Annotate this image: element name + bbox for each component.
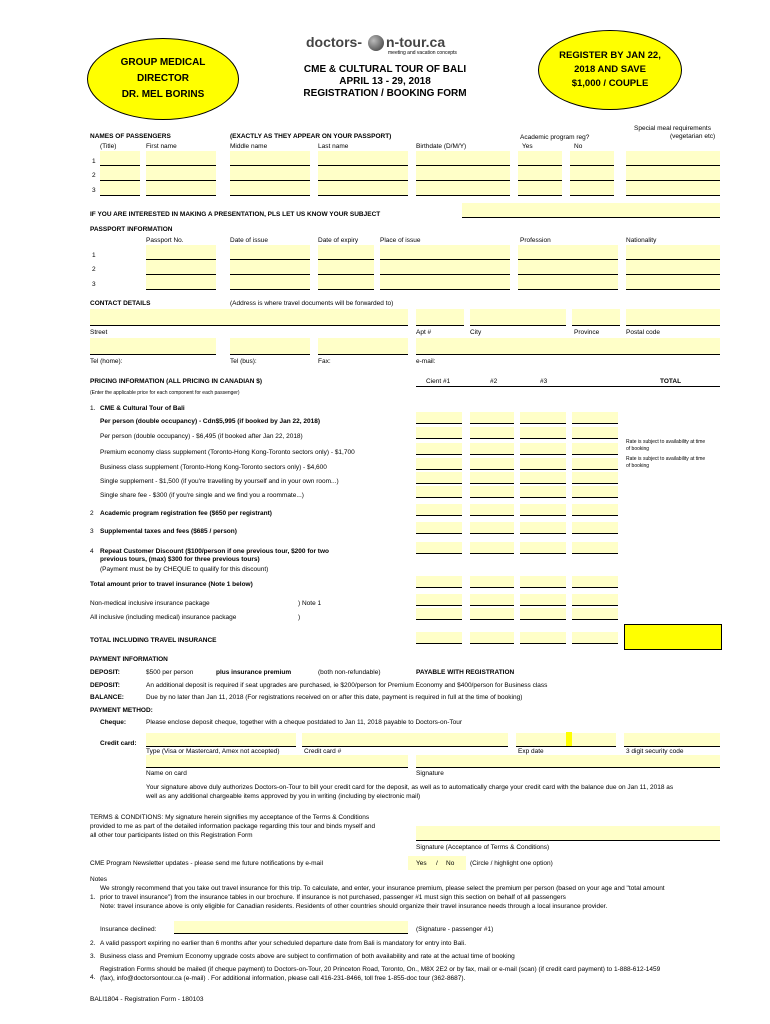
col-last-name: Last name: [318, 143, 349, 150]
pricing-header-rule: [416, 386, 720, 387]
academic-yes-field[interactable]: [518, 151, 562, 166]
price-amount-field[interactable]: [572, 443, 618, 455]
card-number-field[interactable]: [302, 733, 508, 747]
grand-total-box[interactable]: [624, 624, 722, 650]
price-amount-field[interactable]: [416, 486, 462, 498]
price-amount-field[interactable]: [416, 576, 462, 588]
profession-field[interactable]: [518, 260, 618, 275]
deposit-non-refundable: (both non-refundable): [318, 669, 381, 676]
terms-text-3: all other tour participants listed on this Registration Form: [90, 832, 253, 839]
passport-number-field[interactable]: [146, 245, 216, 260]
passport-row-number: 3: [92, 281, 96, 288]
price-amount-field[interactable]: [520, 608, 566, 620]
passenger-last-name-field[interactable]: [318, 166, 408, 181]
total-including-insurance: TOTAL INCLUDING TRAVEL INSURANCE: [90, 637, 217, 644]
newsletter-circle-note: (Circle / highlight one option): [470, 860, 553, 867]
item-1-number: 1.: [90, 405, 96, 412]
exp-date-label: Exp date: [518, 748, 544, 755]
price-amount-field[interactable]: [416, 608, 462, 620]
price-amount-field[interactable]: [572, 522, 618, 534]
pricing-subtitle: (Enter the applicable price for each component for each passenger): [90, 390, 240, 396]
price-amount-field[interactable]: [416, 542, 462, 554]
newsletter-yes[interactable]: Yes: [416, 860, 427, 867]
price-amount-field[interactable]: [520, 412, 566, 424]
special-meal-field[interactable]: [626, 181, 720, 196]
postal-code-label: Postal code: [626, 329, 660, 336]
newsletter-no[interactable]: No: [446, 860, 455, 867]
passenger-first-name-field[interactable]: [146, 181, 216, 196]
item-3-number: 3: [90, 528, 94, 535]
col-yes: Yes: [522, 143, 533, 150]
item-2-title: Academic program registration fee ($650 per registrant): [100, 510, 272, 517]
all-inclusive-insurance: All inclusive (including medical) insurance package: [90, 614, 237, 621]
col-date-of-issue: Date of issue: [230, 237, 268, 244]
price-amount-field[interactable]: [470, 608, 514, 620]
col-first-name: First name: [146, 143, 177, 150]
price-amount-field[interactable]: [470, 458, 514, 470]
passenger-last-name-field[interactable]: [318, 151, 408, 166]
passport-number-field[interactable]: [146, 260, 216, 275]
passport-place-field[interactable]: [380, 260, 510, 275]
price-amount-field[interactable]: [470, 486, 514, 498]
client-3-header: #3: [540, 378, 548, 385]
price-amount-field[interactable]: [572, 458, 618, 470]
special-meal-field[interactable]: [626, 151, 720, 166]
total-prior-insurance: Total amount prior to travel insurance (Note 1 below): [90, 581, 253, 588]
passenger-row-number: 3: [92, 187, 96, 194]
price-amount-field[interactable]: [572, 594, 618, 606]
apt-label: Apt #: [416, 329, 432, 336]
street-label: Street: [90, 329, 108, 336]
price-amount-field[interactable]: [470, 522, 514, 534]
item-1-title: CME & Cultural Tour of Bali: [100, 405, 185, 412]
title-line-2: APRIL 13 - 29, 2018: [339, 76, 431, 87]
client-1-header: Cient #1: [426, 378, 451, 385]
newsletter-text: CME Program Newsletter updates - please send me future notifications by e-mail: [90, 860, 324, 867]
passenger-row-number: 2: [92, 172, 96, 179]
col-middle-name: Middle name: [230, 143, 268, 150]
price-amount-field[interactable]: [520, 472, 566, 484]
passport-issue-field[interactable]: [230, 245, 310, 260]
deposit-label: DEPOSIT:: [90, 669, 120, 676]
non-medical-insurance: Non-medical inclusive insurance package: [90, 600, 210, 607]
terms-signature-label: Signature (Acceptance of Terms & Conditions): [416, 844, 550, 851]
price-amount-field[interactable]: [520, 504, 566, 516]
price-amount-field[interactable]: [572, 504, 618, 516]
special-meal-label: Special meal requirements: [634, 125, 711, 132]
logo-right-text: n-tour.ca: [386, 34, 446, 50]
price-amount-field[interactable]: [520, 594, 566, 606]
globe-icon: [368, 35, 384, 51]
passport-issue-field[interactable]: [230, 260, 310, 275]
passport-number-field[interactable]: [146, 275, 216, 290]
price-amount-field[interactable]: [572, 542, 618, 554]
director-line-3: DR. MEL BORINS: [121, 89, 205, 100]
note-1-number: 1.: [90, 894, 96, 901]
terms-signature-field[interactable]: [416, 826, 720, 841]
profession-field[interactable]: [518, 245, 618, 260]
single-supplement: Single supplement - $1,500 (if you're travelling by yourself and in your own room...): [100, 478, 339, 485]
security-code-label: 3 digit security code: [626, 748, 684, 755]
balance-label: BALANCE:: [90, 694, 124, 701]
item-2-number: 2: [90, 510, 94, 517]
passport-row-number: 2: [92, 266, 96, 273]
fax-field[interactable]: [318, 338, 408, 355]
note-2-number: 2.: [90, 940, 96, 947]
email-field[interactable]: [416, 338, 720, 355]
passport-place-field[interactable]: [380, 245, 510, 260]
promo-line-2: 2018 AND SAVE: [574, 64, 646, 75]
price-amount-field[interactable]: [520, 443, 566, 455]
price-amount-field[interactable]: [520, 458, 566, 470]
price-amount-field[interactable]: [416, 504, 462, 516]
special-meal-sublabel: (vegetarian etc): [670, 133, 716, 140]
note-1-text-cont: prior to travel insurance") from the insurance tables in our brochure. If insurance is not purchased, passenger #1 must sign this section on behalf of all passengers: [100, 894, 566, 901]
deposit-amount: $500 per person: [146, 669, 194, 676]
cheque-text: Please enclose deposit cheque, together with a cheque postdated to Jan 11, 2018 payable to Doctors-on-Tour: [146, 719, 463, 726]
newsletter-slash: /: [436, 860, 438, 867]
price-amount-field[interactable]: [520, 542, 566, 554]
tel-bus-label: Tel (bus):: [230, 358, 257, 365]
price-amount-field[interactable]: [572, 632, 618, 644]
balance-text: Due by no later than Jan 11, 2018 (For registrations received on or after this date, payment is required in full at the time of booking): [146, 694, 523, 701]
insurance-declined-label: Insurance declined:: [100, 926, 157, 933]
passenger-title-field[interactable]: [100, 166, 140, 181]
signature-label: Signature: [416, 770, 444, 777]
authorization-text-cont: well as any additional chargeable items approved by you in writing (including by electronic mail): [146, 793, 421, 800]
card-signature-field[interactable]: [416, 755, 720, 768]
total-header: TOTAL: [660, 378, 682, 385]
rate-note-2: Rate is subject to availability at time: [626, 456, 706, 462]
price-amount-field[interactable]: [572, 427, 618, 439]
insurance-bracket: ): [298, 614, 301, 621]
price-amount-field[interactable]: [470, 576, 514, 588]
street-field[interactable]: [90, 309, 408, 326]
promo-line-1: REGISTER BY JAN 22,: [559, 50, 661, 61]
item-4-title-cont: previous tours, (max) $300 for three previous tours): [100, 556, 260, 563]
note-1-text: We strongly recommend that you take out travel insurance for this trip. To calculate, and enter, your insurance premium, please select the premium per person (based on your age and "total amount: [100, 885, 665, 892]
note-3-text: Business class and Premium Economy upgrade costs above are subject to confirmation of both availability and rate at the actual time of booking: [100, 953, 515, 960]
city-field[interactable]: [470, 309, 566, 326]
director-line-2: DIRECTOR: [136, 73, 190, 84]
passport-row-number: 1: [92, 252, 96, 259]
cheque-label: Cheque:: [100, 719, 126, 726]
form-title: [260, 64, 510, 100]
price-amount-field[interactable]: [572, 486, 618, 498]
apt-field[interactable]: [416, 309, 464, 326]
address-note: (Address is where travel documents will be forwarded to): [230, 300, 394, 307]
province-field[interactable]: [572, 309, 620, 326]
academic-no-field[interactable]: [570, 166, 614, 181]
price-amount-field[interactable]: [470, 472, 514, 484]
price-amount-field[interactable]: [416, 472, 462, 484]
passport-expiry-field[interactable]: [318, 275, 374, 290]
rate-note-2b: of booking: [626, 463, 650, 469]
tel-home-field[interactable]: [90, 338, 216, 355]
price-amount-field[interactable]: [416, 412, 462, 424]
card-type-field[interactable]: [146, 733, 296, 747]
col-place-of-issue: Place of issue: [380, 237, 421, 244]
price-amount-field[interactable]: [572, 608, 618, 620]
form-footer-code: BALI1804 - Registration Form - 180103: [90, 996, 204, 1003]
deposit-2-label: DEPOSIT:: [90, 682, 120, 689]
client-2-header: #2: [490, 378, 498, 385]
deposit-upgrade-text: An additional deposit is required if seat upgrades are purchased, ie $200/person for Premium Economy and $400/person for Business class: [146, 682, 548, 689]
premium-economy-supplement: Premium economy class supplement (Toronto-Hong Kong-Toronto sectors only) - $1,700: [100, 449, 355, 456]
special-meal-field[interactable]: [626, 166, 720, 181]
insurance-declined-signature[interactable]: [174, 921, 408, 934]
col-birthdate: Birthdate (D/M/Y): [416, 143, 467, 150]
price-amount-field[interactable]: [470, 504, 514, 516]
price-amount-field[interactable]: [470, 542, 514, 554]
price-amount-field[interactable]: [520, 576, 566, 588]
passport-expiry-field[interactable]: [318, 245, 374, 260]
passenger-birthdate-field[interactable]: [416, 181, 510, 196]
tel-bus-field[interactable]: [230, 338, 310, 355]
passenger-middle-name-field[interactable]: [230, 151, 310, 166]
notes-title: Notes: [90, 876, 107, 883]
presentation-subject-field[interactable]: [462, 203, 720, 218]
col-date-of-expiry: Date of expiry: [318, 237, 359, 244]
price-amount-field[interactable]: [416, 522, 462, 534]
price-amount-field[interactable]: [470, 427, 514, 439]
academic-yes-field[interactable]: [518, 181, 562, 196]
nationality-field[interactable]: [626, 275, 720, 290]
group-director-badge: [87, 38, 239, 120]
passenger-first-name-field[interactable]: [146, 166, 216, 181]
price-amount-field[interactable]: [572, 412, 618, 424]
title-line-3: REGISTRATION / BOOKING FORM: [303, 88, 467, 99]
note-4-text: Registration Forms should be mailed (if cheque payment) to Doctors-on-Tour, 20 Princeton Road, Toronto, On., M8X 2E2 or by fax, mail or e-mail (scan) (if credit card payment) to 1-888-612-1459: [100, 966, 661, 973]
city-label: City: [470, 329, 482, 336]
email-label: e-mail:: [416, 358, 436, 365]
card-exp-highlight: [566, 732, 572, 746]
names-of-passengers-label: NAMES OF PASSENGERS: [90, 133, 171, 140]
item-4-number: 4: [90, 548, 94, 555]
card-type-label: Type (Visa or Mastercard, Amex not accepted): [146, 748, 280, 755]
item-4-title: Repeat Customer Discount ($100/person if one previous tour, $200 for two: [100, 548, 329, 555]
promo-line-3: $1,000 / COUPLE: [571, 78, 649, 89]
note-1-text-cont-2: Note: travel insurance above is only eligible for Canadian residents. Residents of other countries should organize their travel insurance needs through a local insurance provider.: [100, 903, 608, 910]
academic-no-field[interactable]: [570, 181, 614, 196]
price-amount-field[interactable]: [470, 594, 514, 606]
passenger-last-name-field[interactable]: [318, 181, 408, 196]
nationality-field[interactable]: [626, 260, 720, 275]
postal-code-field[interactable]: [626, 309, 720, 326]
passenger-title-field[interactable]: [100, 151, 140, 166]
price-amount-field[interactable]: [470, 632, 514, 644]
col-passport-no: Passport No.: [146, 237, 184, 244]
item-4-note: (Payment must be by CHEQUE to qualify for this discount): [100, 566, 269, 573]
passenger-title-field[interactable]: [100, 181, 140, 196]
passenger-birthdate-field[interactable]: [416, 151, 510, 166]
pricing-title: PRICING INFORMATION (ALL PRICING IN CANADIAN $): [90, 378, 263, 385]
passport-issue-field[interactable]: [230, 275, 310, 290]
profession-field[interactable]: [518, 275, 618, 290]
price-amount-field[interactable]: [416, 594, 462, 606]
price-amount-field[interactable]: [416, 632, 462, 644]
price-amount-field[interactable]: [416, 443, 462, 455]
academic-no-field[interactable]: [570, 151, 614, 166]
insurance-declined-sig-label: (Signature - passenger #1): [416, 926, 494, 933]
rate-note-1: Rate is subject to availability at time: [626, 439, 706, 445]
insurance-note-ref: ) Note 1: [298, 600, 322, 607]
presentation-label: IF YOU ARE INTERESTED IN MAKING A PRESENTATION, PLS LET US KNOW YOUR SUBJECT: [90, 211, 381, 218]
name-on-card-field[interactable]: [146, 755, 408, 768]
logo-tagline: meeting and vacation concepts: [388, 50, 457, 56]
col-title: (Title): [100, 143, 117, 150]
deposit-payable: PAYABLE WITH REGISTRATION: [416, 669, 515, 676]
exact-passport-label: (EXACTLY AS THEY APPEAR ON YOUR PASSPORT): [230, 133, 392, 140]
tel-home-label: Tel (home):: [90, 358, 123, 365]
passenger-first-name-field[interactable]: [146, 151, 216, 166]
price-amount-field[interactable]: [572, 576, 618, 588]
price-amount-field[interactable]: [470, 443, 514, 455]
card-number-label: Credit card #: [304, 748, 342, 755]
nationality-field[interactable]: [626, 245, 720, 260]
tour-price-early: Per person (double occupancy) - Cdn$5,995 (if booked by Jan 22, 2018): [100, 418, 320, 425]
price-amount-field[interactable]: [520, 486, 566, 498]
tour-price-late: Per person (double occupancy) - $6,495 (if booked after Jan 22, 2018): [100, 433, 303, 440]
price-amount-field[interactable]: [416, 427, 462, 439]
single-share-fee: Single share fee - $300 (if you're single and we find you a roommate...): [100, 492, 304, 499]
price-amount-field[interactable]: [416, 458, 462, 470]
contact-details-title: CONTACT DETAILS: [90, 300, 151, 307]
item-3-title: Supplemental taxes and fees ($685 / person): [100, 528, 237, 535]
authorization-text: Your signature above duly authorizes Doctors-on-Tour to bill your credit card for the deposit, as well as to automatically charge your credit card with the balance due on Jan 11, 2018 as: [146, 784, 674, 791]
note-3-number: 3.: [90, 953, 96, 960]
col-profession: Profession: [520, 237, 551, 244]
price-amount-field[interactable]: [520, 522, 566, 534]
rate-note-1b: of booking: [626, 446, 650, 452]
price-amount-field[interactable]: [520, 427, 566, 439]
academic-yes-field[interactable]: [518, 166, 562, 181]
academic-program-label: Academic program reg?: [520, 134, 590, 141]
passport-info-title: PASSPORT INFORMATION: [90, 226, 173, 233]
fax-label: Fax:: [318, 358, 331, 365]
passenger-middle-name-field[interactable]: [230, 166, 310, 181]
note-4-text-cont: (fax), info@doctorsontour.ca (e-mail) . For additional information, please call 416-231-8466, toll free 1-855-doc tour (362-8687).: [100, 975, 466, 982]
terms-text-2: provided to me as part of the detailed information package regarding this tour and binds myself and: [90, 823, 376, 830]
passenger-row-number: 1: [92, 158, 96, 165]
title-line-1: CME & CULTURAL TOUR OF BALI: [303, 64, 467, 75]
price-amount-field[interactable]: [520, 632, 566, 644]
name-on-card-label: Name on card: [146, 770, 187, 777]
col-nationality: Nationality: [626, 237, 657, 244]
logo-left-text: doctors-: [306, 34, 362, 50]
credit-card-label: Credit card:: [100, 740, 137, 747]
security-code-field[interactable]: [624, 733, 720, 747]
passport-expiry-field[interactable]: [318, 260, 374, 275]
price-amount-field[interactable]: [470, 412, 514, 424]
passenger-birthdate-field[interactable]: [416, 166, 510, 181]
province-label: Province: [574, 329, 600, 336]
terms-text: TERMS & CONDITIONS: My signature herein signifies my acceptance of the Terms & Conditions: [90, 814, 370, 821]
payment-method-title: PAYMENT METHOD:: [90, 707, 153, 714]
logo: [306, 32, 466, 58]
director-line-1: GROUP MEDICAL: [120, 57, 206, 68]
passport-place-field[interactable]: [380, 275, 510, 290]
passenger-middle-name-field[interactable]: [230, 181, 310, 196]
early-registration-badge: [538, 30, 682, 110]
payment-info-title: PAYMENT INFORMATION: [90, 656, 168, 663]
price-amount-field[interactable]: [572, 472, 618, 484]
note-2-text: A valid passport expiring no earlier than 6 months after your scheduled departure date from Bali is mandatory for entry into Bali.: [100, 940, 466, 947]
col-no: No: [574, 143, 583, 150]
deposit-plus-insurance: plus insurance premium: [216, 669, 292, 676]
note-4-number: 4.: [90, 974, 96, 981]
business-class-supplement: Business class supplement (Toronto-Hong Kong-Toronto sectors only) - $4,600: [100, 464, 327, 471]
